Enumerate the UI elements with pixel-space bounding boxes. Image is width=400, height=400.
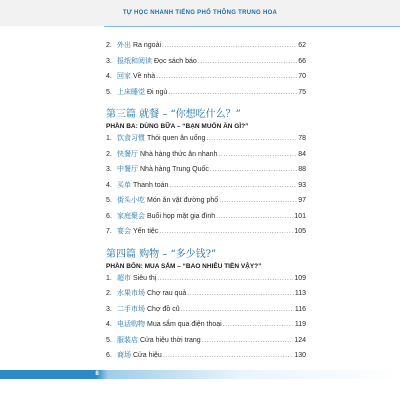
entry-vietnamese: Chợ đồ cũ bbox=[147, 305, 180, 313]
entry-number: 1. bbox=[106, 135, 112, 142]
entry-vietnamese: Chợ rau quả bbox=[147, 290, 187, 297]
toc-section bbox=[106, 40, 306, 102]
toc-entry[interactable] bbox=[106, 164, 306, 180]
toc-section bbox=[106, 248, 306, 366]
dot-leader bbox=[159, 228, 293, 235]
entry-vietnamese: Mua sắm qua điện thoại bbox=[147, 321, 222, 328]
toc-entry[interactable] bbox=[106, 180, 306, 196]
entry-page: 75 bbox=[298, 88, 306, 96]
entry-vietnamese: Yến tiệc bbox=[133, 228, 159, 235]
toc-entry[interactable] bbox=[106, 304, 306, 320]
dot-leader bbox=[218, 151, 297, 158]
entry-vietnamese: Món ăn vặt đường phố bbox=[147, 197, 219, 204]
entry-vietnamese: Thói quen ăn uống bbox=[147, 135, 206, 142]
toc-entry[interactable] bbox=[106, 195, 306, 211]
entry-chinese: 报纸和阅读 bbox=[117, 57, 152, 65]
toc-entry[interactable] bbox=[106, 133, 306, 149]
entry-vietnamese: Cửa hiệu thời trang bbox=[140, 336, 201, 344]
entry-number: 6. bbox=[106, 352, 112, 359]
entry-vietnamese: Về nhà bbox=[133, 73, 156, 80]
entry-page: 78 bbox=[298, 135, 306, 142]
entry-number: 2. bbox=[106, 42, 112, 49]
entry-page: 97 bbox=[298, 197, 306, 204]
entry-number: 2. bbox=[106, 150, 112, 158]
entry-number: 4. bbox=[106, 73, 112, 80]
entry-number: 3. bbox=[106, 57, 112, 65]
entry-chinese: 饮食习惯 bbox=[117, 135, 145, 142]
entry-page: 130 bbox=[294, 352, 306, 359]
entry-number: 5. bbox=[106, 336, 112, 344]
entry-chinese: 服装店 bbox=[117, 336, 138, 344]
entry-chinese: 中餐厅 bbox=[117, 166, 138, 173]
entry-page: 105 bbox=[294, 228, 306, 235]
dot-leader bbox=[168, 89, 297, 96]
entry-number: 7. bbox=[106, 228, 112, 235]
entry-chinese: 二手市场 bbox=[117, 305, 145, 313]
dot-leader bbox=[181, 306, 294, 313]
toc-entry[interactable] bbox=[106, 87, 306, 103]
entry-vietnamese: Đi ngủ bbox=[147, 88, 168, 96]
dot-leader bbox=[223, 321, 294, 328]
entry-chinese: 水果市场 bbox=[117, 290, 145, 297]
entry-number: 3. bbox=[106, 166, 112, 173]
dot-leader bbox=[198, 58, 297, 65]
section-title-vietnamese: PHẦN BỐN: MUA SẮM – “BAO NHIÊU TIỀN VẬY?” bbox=[106, 262, 262, 270]
toc-entry[interactable] bbox=[106, 273, 306, 289]
entry-vietnamese: Siêu thị bbox=[133, 274, 157, 282]
entry-page: 66 bbox=[298, 57, 306, 65]
dot-leader bbox=[169, 182, 297, 189]
dot-leader bbox=[187, 290, 294, 297]
entry-vietnamese: Nhà hàng Trung Quốc bbox=[140, 166, 209, 173]
entry-chinese: 外出 bbox=[117, 42, 131, 49]
section-title-chinese: 第四篇 购物 – “多少钱?” bbox=[106, 248, 217, 260]
entry-chinese: 电话购物 bbox=[117, 321, 145, 328]
dot-leader bbox=[163, 352, 293, 359]
entry-vietnamese: Buổi họp mặt gia đình bbox=[147, 212, 216, 220]
entry-number: 6. bbox=[106, 212, 112, 220]
toc-entry[interactable] bbox=[106, 226, 306, 242]
entry-number: 5. bbox=[106, 197, 112, 204]
entry-page: 109 bbox=[294, 274, 306, 282]
entry-page: 62 bbox=[298, 42, 306, 49]
entry-page: 93 bbox=[298, 181, 306, 189]
dot-leader bbox=[219, 197, 297, 204]
toc-entry[interactable] bbox=[106, 335, 306, 351]
dot-leader bbox=[162, 42, 297, 49]
entry-chinese: 家庭聚会 bbox=[117, 212, 145, 220]
dot-leader bbox=[202, 337, 294, 344]
section-title-chinese: 第三篇 就餐 – “你想吃什么？” bbox=[106, 109, 241, 120]
toc-section bbox=[106, 108, 306, 242]
page-number: 8 bbox=[95, 371, 99, 377]
entry-vietnamese: Nhà hàng thức ăn nhanh bbox=[140, 150, 218, 158]
entry-number: 3. bbox=[106, 305, 112, 313]
toc-entry[interactable] bbox=[106, 40, 306, 56]
dot-leader bbox=[206, 135, 297, 142]
entry-number: 4. bbox=[106, 181, 112, 189]
toc-entry[interactable] bbox=[106, 71, 306, 87]
toc-entry[interactable] bbox=[106, 319, 306, 335]
entry-page: 116 bbox=[294, 305, 306, 313]
entry-chinese: 快餐厅 bbox=[117, 150, 138, 158]
toc-entry[interactable] bbox=[106, 211, 306, 227]
entry-number: 5. bbox=[106, 88, 112, 96]
entry-page: 119 bbox=[294, 321, 306, 328]
footer-bar bbox=[0, 370, 400, 379]
entry-vietnamese: Thanh toán bbox=[133, 181, 169, 189]
entry-chinese: 买单 bbox=[117, 181, 131, 189]
entry-page: 113 bbox=[294, 290, 306, 297]
entry-number: 2. bbox=[106, 290, 112, 297]
entry-chinese: 街头小吃 bbox=[117, 197, 145, 204]
entry-page: 124 bbox=[294, 336, 306, 344]
dot-leader bbox=[210, 166, 297, 173]
toc-entry[interactable] bbox=[106, 350, 306, 366]
entry-page: 88 bbox=[298, 166, 306, 173]
toc-content bbox=[106, 40, 306, 366]
dot-leader bbox=[156, 73, 297, 80]
entry-chinese: 回家 bbox=[117, 73, 131, 80]
entry-chinese: 超市 bbox=[117, 274, 131, 282]
dot-leader bbox=[157, 275, 293, 282]
entry-vietnamese: Cửa hiệu bbox=[133, 352, 162, 359]
entry-number: 4. bbox=[106, 321, 112, 328]
header-rule bbox=[104, 26, 400, 27]
toc-entry[interactable] bbox=[106, 56, 306, 72]
entry-page: 84 bbox=[298, 150, 306, 158]
dot-leader bbox=[216, 213, 293, 220]
entry-chinese: 上床睡觉 bbox=[117, 88, 145, 96]
entry-chinese: 商场 bbox=[117, 352, 131, 359]
entry-number: 1. bbox=[106, 274, 112, 282]
toc-entry[interactable] bbox=[106, 149, 306, 165]
book-title: TỰ HỌC NHANH TIẾNG PHỔ THÔNG TRUNG HOA bbox=[122, 10, 278, 16]
toc-entry[interactable] bbox=[106, 288, 306, 304]
entry-page: 101 bbox=[294, 212, 306, 220]
entry-page: 70 bbox=[298, 73, 306, 80]
entry-vietnamese: Đọc sách báo bbox=[154, 57, 197, 65]
entry-vietnamese: Ra ngoài bbox=[133, 42, 162, 49]
entry-chinese: 宴会 bbox=[117, 228, 131, 235]
section-title-vietnamese: PHẦN BA: DÙNG BỮA – “BẠN MUỐN ĂN GÌ?” bbox=[106, 123, 249, 130]
